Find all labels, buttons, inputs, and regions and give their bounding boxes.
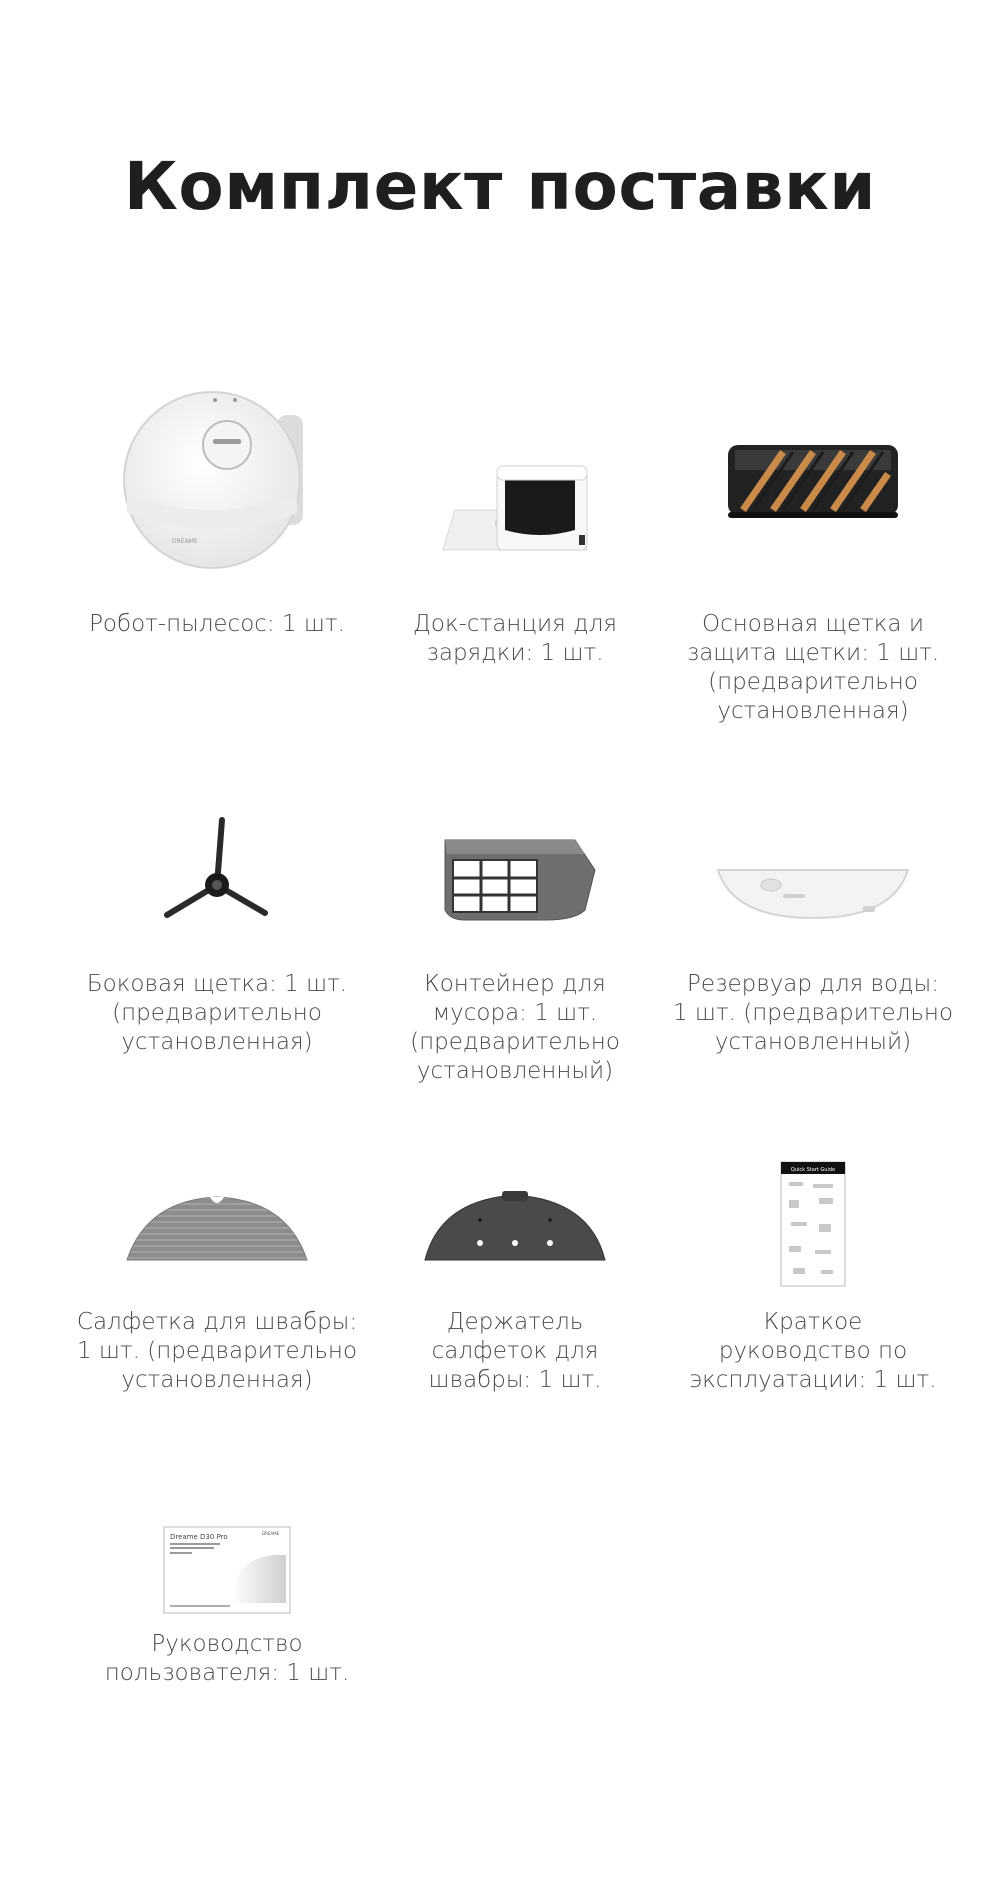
robot-vacuum-icon [72, 380, 362, 580]
svg-text:DREAME: DREAME [172, 538, 198, 545]
side-brush-icon [72, 800, 362, 950]
item-caption: Контейнер для мусора: 1 шт. (предварительно установленный) [410, 971, 620, 1084]
dock-station-icon [370, 380, 660, 580]
item-caption: Док-станция для зарядки: 1 шт. [413, 611, 617, 666]
svg-text:Dreame D30 Pro: Dreame D30 Pro [170, 1533, 228, 1541]
page-title: Комплект поставки [123, 148, 877, 225]
user-manual-icon [82, 1520, 372, 1620]
item-caption: Резервуар для воды: 1 шт. (предварительно установленный) [672, 971, 954, 1055]
svg-text:Quick Start Guide: Quick Start Guide [790, 1167, 836, 1173]
svg-text:DREAME: DREAME [262, 1531, 280, 1536]
quick-guide-icon [668, 1150, 958, 1300]
item-caption: Краткое руководство по эксплуатации: 1 шт. [689, 1309, 937, 1393]
item-caption: Боковая щетка: 1 шт. (предварительно установленная) [86, 971, 348, 1055]
mop-pad-icon [72, 1150, 362, 1300]
item-caption: Руководство пользователя: 1 шт. [104, 1631, 350, 1686]
mop-holder-icon [370, 1150, 660, 1300]
item-caption: Салфетка для швабры: 1 шт. (предварительно установленная) [76, 1309, 358, 1393]
item-caption: Держатель салфеток для швабры: 1 шт. [428, 1309, 602, 1393]
item-caption: Основная щетка и защита щетки: 1 шт. (предварительно установленная) [686, 611, 940, 724]
item-caption: Робот-пылесос: 1 шт. [89, 611, 345, 637]
main-brush-icon [668, 380, 958, 580]
dustbin-icon [370, 800, 660, 950]
water-tank-icon [668, 800, 958, 950]
